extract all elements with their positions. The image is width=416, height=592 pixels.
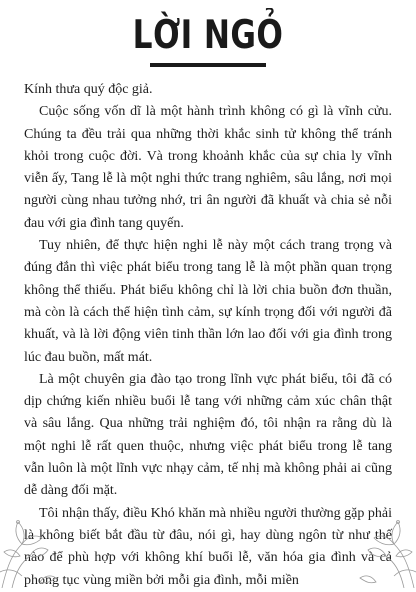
title-underline: [150, 63, 266, 67]
paragraph-2: Tuy nhiên, để thực hiện nghi lễ này một cách trang trọng và đúng đắn thì việc phát biểu trong tang lễ là một phần quan trọng không thể thiếu. Phát biểu không chỉ là lời chia buồn đơn thuần, mà còn là cách thể hiện tình cảm, sự kính trọng đối với người đã khuất, và là lời động viên tinh thần lớn lao đối với gia đình trong lúc đau buồn, mất mát.: [24, 238, 392, 365]
page-title: LỜI NGỎ: [132, 13, 284, 58]
paragraph-1: Cuộc sống vốn dĩ là một hành trình không có gì là vĩnh cửu. Chúng ta đều trải qua những thời khắc sinh tử không thể tránh khỏi trong cuộc đời. Và trong khoảnh khắc của sự chia ly vĩnh viễn ấy, Tang lễ là một nghi thức trang nghiêm, sâu lắng, nơi mọi người cùng nhau tưởng nhớ, tri ân người đã khuất và chia sẻ nỗi đau với gia đình tang quyến.: [24, 104, 392, 231]
lotus-right-decoration-icon: [346, 492, 416, 588]
paragraph-4: Tôi nhận thấy, điều Khó khăn mà nhiều người thường gặp phải là không biết bắt đầu từ đâu, nói gì, hay dùng ngôn từ như thế nào để phù hợp với không khí buổi lễ, văn hóa gia đình và cả phong tục vùng miền bởi mỗi gia đình, mỗi miền: [24, 505, 392, 588]
paragraph-3: Là một chuyên gia đào tạo trong lĩnh vực phát biểu, tôi đã có dịp chứng kiến nhiều buổi lễ tang với những cảm xúc chân thật và sâu lắng. Qua những trải nghiệm đó, tôi nhận ra rằng dù là một nghi lễ rất quen thuộc, nhưng việc phát biểu trong lễ tang vẫn luôn là một lĩnh vực nhạy cảm, tế nhị mà không phải ai cũng dễ dàng đối mặt.: [24, 371, 392, 499]
body-text: [24, 79, 392, 592]
salutation: Kính thưa quý độc giả.: [24, 82, 153, 97]
lotus-left-decoration-icon: [0, 492, 70, 588]
